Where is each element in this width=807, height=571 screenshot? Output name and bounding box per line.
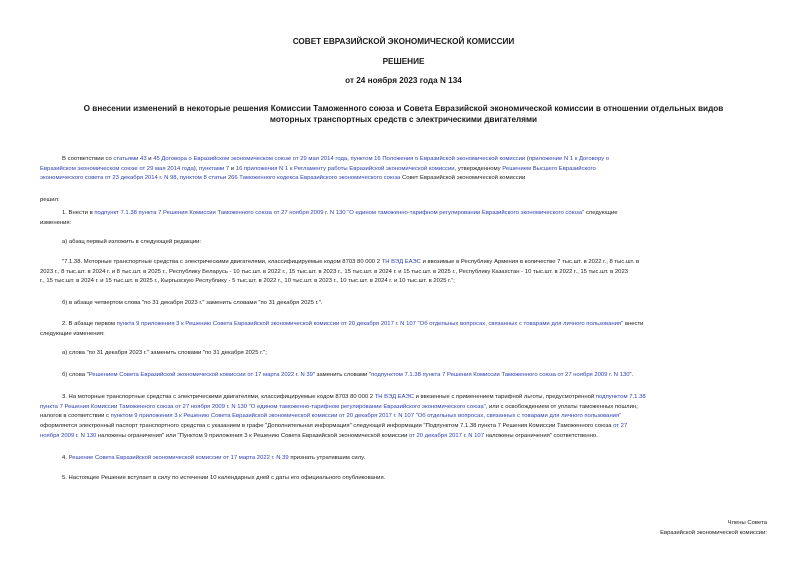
law-link-regulation-p16[interactable]: пунктом 16 Положения о Евразийской экономической комиссии: [350, 156, 526, 162]
document-date-number: от 24 ноября 2023 года N 134: [345, 76, 462, 85]
item-4: [62, 454, 365, 464]
item-3: [40, 393, 770, 442]
item-text: наложены ограничения" или "Пунктом 9 приложения 3 к Решению Совета Евразийской экономической комиссии: [96, 432, 410, 439]
item-text: признать утратившим силу.: [288, 455, 366, 461]
law-link-decision-107[interactable]: пункта 9 приложения 3 к Решению Совета Евразийской экономической комиссии от 20 декабря 2017 г. N 107 "Об отдельных вопросах, связанных с товарами для личного пользования": [116, 321, 624, 327]
preamble-text: Совет Евразийской экономической комиссии: [400, 175, 526, 182]
preamble-text: , утвержденному: [454, 165, 503, 172]
preamble-text: и: [146, 156, 154, 162]
law-link-art45-treaty[interactable]: 45 Договора о Евразийском экономическом союзе от 29 мая 2014 года: [153, 156, 348, 162]
item-2: [40, 320, 770, 339]
item-text: следующие изменения:: [40, 330, 105, 337]
quote-text: г., 15 тыс.шт. в 2024 г. и 15 тыс.шт. в 2025 г., Кыргызскую Республику - 5 тыс.шт. в 2022 г., 10 тыс.шт. в 2023 г., 10 тыс.шт. в 2024 г. и 10 тыс.шт. в 2025 г.";: [40, 278, 455, 285]
law-link-ktc-130-full[interactable]: пункта 7 Решения Комиссии Таможенного союза от 27 ноября 2009 г. N 130 "О едином таможенно-тарифном регулировании Евразийского экономического союза": [40, 403, 486, 410]
law-link-decision-39-repeal[interactable]: Решение Совета Евразийской экономической комиссии от 17 марта 2022 г. N 39: [68, 455, 289, 461]
law-link-ktc-130[interactable]: подпункт 7.1.38 пункта 7 Решения Комиссии Таможенного союза от 27 ноября 2009 г. N 130 "О едином таможенно-тарифном регулировании Евразийского экономического союза": [94, 210, 585, 216]
preamble-text: ),: [193, 165, 200, 172]
item-text: 2. В абзаце первом: [62, 321, 117, 327]
preamble-text: ,: [347, 156, 351, 162]
item-1: [40, 209, 770, 228]
item-text: и ввезенные с применением тарифной льготы, предусмотренной: [413, 394, 596, 400]
decided-label: решил:: [40, 197, 60, 203]
law-link-points7[interactable]: пунктами 7: [199, 165, 230, 172]
subject-line-2: моторных транспортных средств с электрическими двигателями: [269, 115, 538, 124]
law-link-date-107[interactable]: от 20 декабря 2017 г. N 107: [409, 432, 484, 439]
law-link-date-ktc-cont[interactable]: ноября 2009 г. N 130: [40, 432, 97, 439]
preamble-text: и: [229, 165, 236, 172]
law-link-annex1-treaty[interactable]: приложение N 1 к Договору о: [528, 156, 610, 162]
item-text: изменения:: [40, 219, 72, 226]
law-link-ktc-130-short[interactable]: подпунктом 7.1.38 пункта 7 Решения Комиссии Таможенного союза от 27 ноября 2009 г. N 130: [371, 372, 630, 378]
item-text: оформляется электронный паспорт транспортного средства с указанием в графе "Дополнительная информация" следующей информации "Подпунктом 7.1.38 пункта 7 Решения Комиссии Таможенного союза: [40, 423, 614, 430]
law-link-date-ktc[interactable]: от 27: [613, 423, 628, 430]
law-link-customs-code-266[interactable]: пунктом 8 статьи 266 Таможенного кодекса Евразийского экономического союза: [179, 175, 401, 182]
item-2-b: [62, 371, 633, 381]
subject-line-1: О внесении изменений в некоторые решения Комиссии Таможенного союза и Совета Евразийской экономической комиссии в отношении отдельных видов: [83, 104, 724, 113]
preamble-text: (: [525, 156, 529, 162]
law-link-annex1-treaty-cont[interactable]: Евразийском экономическом союзе от 29 мая 2014 года: [40, 165, 194, 172]
item-text: следующие: [584, 210, 618, 216]
item-2-a: а) слова "по 31 декабря 2023 г." заменить словами "по 31 декабря 2025 г.";: [62, 350, 267, 356]
quote-text: 2023 г., 8 тыс.шт. в 2024 г. и 8 тыс.шт. в 2025 г., Республику Беларусь - 10 тыс.шт. в 2022 г., 15 тыс.шт. в 2023 г., 15 тыс.шт. в 2024 г. и 15 тыс.шт. в 2025 г., Республику Казахстан - 10 тыс.шт. в 2022 г., 15 тыс.шт. в 2023: [40, 268, 629, 275]
preamble-text: В соответствии со: [62, 156, 114, 162]
quote-text: "7.1.38. Моторные транспортные средства с электрическими двигателями, классифицируемые кодом 8703 80 000 2: [62, 259, 382, 265]
law-link-decision-107-p9[interactable]: пунктом 9 приложения 3 к Решению Совета Евразийской экономической комиссии от 20 декабря 2017 г. N 107 "Об отдельных вопросах, связанных с товарами для личного пользования": [110, 413, 622, 420]
signature-block: [660, 518, 767, 538]
tn-ved-link[interactable]: ТН ВЭД ЕАЭС: [381, 259, 421, 265]
signature-line-2: Евразийской экономической комиссии:: [660, 530, 767, 536]
signature-line-1: Члены Совета: [727, 520, 767, 526]
item-1-quote: [40, 258, 770, 287]
item-5: 5. Настоящее Решение вступает в силу по истечении 10 календарных дней с даты его официального опубликования.: [62, 475, 386, 481]
item-text: внести: [623, 321, 644, 327]
tn-ved-link[interactable]: ТН ВЭД ЕАЭС: [374, 394, 414, 400]
law-link-annex1-rules[interactable]: 16 приложения N 1 к Регламенту работы Евразийской экономической комиссии: [235, 165, 455, 172]
preamble-text: ,: [176, 175, 180, 182]
item-text: 1. Внести в: [62, 210, 95, 216]
quote-text: и ввозимые в Республику Армения в количестве 7 тыс.шт. в 2022 г., 8 тыс.шт. в: [420, 259, 640, 265]
item-text: налогов в соответствии с: [40, 413, 111, 420]
document-type: РЕШЕНИЕ: [382, 57, 425, 66]
preamble-paragraph: [40, 155, 770, 184]
item-text: 4.: [62, 455, 69, 461]
document-subject: [40, 103, 767, 125]
item-text: ".: [629, 372, 634, 378]
item-text: наложены ограничения" соответственно.: [484, 432, 598, 439]
law-link-subpoint-7138[interactable]: подпунктом 7.1.38: [595, 394, 646, 400]
law-link-supreme-council-decision-cont[interactable]: экономического совета от 23 декабря 2014 г. N 98: [40, 175, 177, 182]
item-text: , или с освобождением от уплаты таможенных пошлин,: [485, 403, 638, 410]
law-link-supreme-council-decision[interactable]: Решением Высшего Евразийского: [502, 165, 596, 172]
issuer-title: СОВЕТ ЕВРАЗИЙСКОЙ ЭКОНОМИЧЕСКОЙ КОМИССИИ: [292, 37, 515, 46]
law-link-art43[interactable]: статьями 43: [113, 156, 147, 162]
item-1-a: а) абзац первый изложить в следующей редакции:: [62, 239, 202, 245]
item-text: б) слова ": [62, 372, 89, 378]
item-1-b: б) в абзаце четвертом слова "по 31 декабря 2023 г." заменить словами "по 31 декабря 2025 г.".: [62, 300, 323, 306]
law-link-decision-39[interactable]: Решением Совета Евразийской экономической комиссии от 17 марта 2022 г. N 39: [88, 372, 313, 378]
item-text: " заменить словами ": [312, 372, 372, 378]
item-text: 3. На моторные транспортные средства с электрическими двигателями, классифицируемые кодом 8703 80 000 2: [62, 394, 375, 400]
